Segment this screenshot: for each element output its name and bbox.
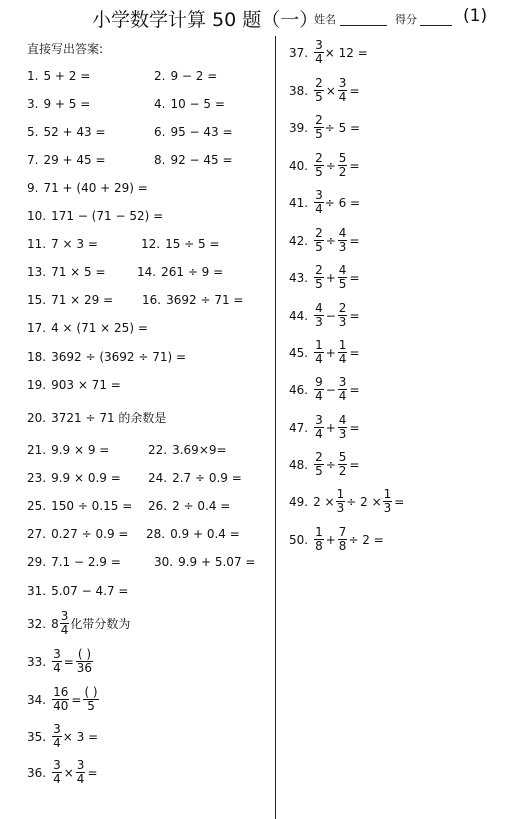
problem-expression: 9.9 + 5.07 = [178, 555, 256, 569]
problem-number: 11. [27, 237, 47, 251]
problem-number: 31. [27, 584, 47, 598]
problem-number: 15. [27, 293, 47, 307]
problem-number: 3. [27, 97, 39, 111]
denominator: 3 [315, 315, 323, 329]
problem-number: 28. [146, 527, 166, 541]
problem-number: 46. [289, 382, 309, 397]
problem-number: 22. [148, 443, 168, 457]
denominator: 3 [338, 315, 347, 329]
fraction [314, 77, 324, 104]
problem-13 [27, 265, 106, 279]
operator: − [325, 308, 336, 323]
numerator: 3 [315, 413, 323, 427]
problem-expression: 3692 ÷ 71 = [166, 293, 244, 307]
problem-number: 18. [27, 350, 47, 364]
operator: + [325, 270, 336, 285]
numerator: 4 [315, 301, 323, 315]
problem-number: 10. [27, 209, 47, 223]
problem-expression: 7.1 − 2.9 = [51, 555, 121, 569]
score-label: 得分 [395, 13, 417, 26]
fraction [314, 414, 324, 441]
problem-number: 1. [27, 69, 39, 83]
problem-number: 45. [289, 345, 309, 360]
fraction [338, 77, 348, 104]
problem-40 [289, 152, 361, 179]
problem-expression: 150 ÷ 0.15 = [51, 499, 133, 513]
problem-30 [154, 555, 255, 569]
problem-expression: 4 × (71 × 25) = [51, 321, 148, 335]
denominator: 4 [60, 623, 69, 637]
problem-expression: 9 − 2 = [170, 69, 218, 83]
numerator: 4 [338, 263, 347, 277]
problem-tail: ÷ 6 = [324, 195, 361, 210]
numerator: 2 [315, 76, 323, 90]
equals-sign: = [349, 233, 360, 248]
problem-expression: 2.7 ÷ 0.9 = [172, 471, 242, 485]
denominator: 4 [53, 661, 61, 675]
denominator: 5 [315, 127, 323, 141]
denominator: 5 [338, 277, 347, 291]
operator: ÷ [325, 457, 336, 472]
problem-12 [141, 237, 220, 251]
numerator: 1 [338, 338, 347, 352]
problem-26 [148, 499, 230, 513]
numerator: 3 [53, 647, 61, 661]
problem-number: 19. [27, 378, 47, 392]
problem-number: 20. [27, 411, 47, 425]
operator: × [63, 765, 74, 780]
problem-expression: 2 ÷ 0.4 = [172, 499, 231, 513]
problem-expression: 903 × 71 = [51, 378, 121, 392]
numerator: ( ) [84, 685, 98, 699]
equals-sign: = [349, 382, 360, 397]
denominator: 4 [315, 202, 323, 216]
problem-number: 48. [289, 457, 309, 472]
problem-expression: 15 ÷ 5 = [165, 237, 220, 251]
problem-expression: 3.69×9= [172, 443, 227, 457]
numerator: 4 [338, 413, 347, 427]
problem-expression: 71 + (40 + 29) = [43, 181, 148, 195]
denominator: 8 [315, 539, 323, 553]
problem-38 [289, 77, 361, 104]
equals-sign: = [349, 420, 360, 435]
equals-sign: = [87, 765, 98, 780]
problem-expression: 71 × 29 = [51, 293, 114, 307]
equals-sign: = [349, 457, 360, 472]
numerator: 3 [53, 758, 61, 772]
problem-number: 38. [289, 83, 309, 98]
problem-number: 33. [27, 654, 47, 669]
problem-number: 27. [27, 527, 47, 541]
problem-tail: 化带分数为 [70, 616, 131, 631]
fraction [314, 451, 324, 478]
problem-expression: 0.27 ÷ 0.9 = [51, 527, 129, 541]
fraction [314, 264, 324, 291]
problem-48 [289, 451, 361, 478]
denominator: 3 [338, 240, 347, 254]
denominator: 2 [338, 165, 347, 179]
problem-46 [289, 376, 361, 403]
problem-36 [27, 759, 99, 786]
fraction [314, 39, 324, 66]
problem-11 [27, 237, 98, 251]
numerator: 4 [338, 226, 347, 240]
numerator: 2 [315, 113, 323, 127]
denominator: 36 [76, 661, 93, 675]
problem-number: 44. [289, 308, 309, 323]
numerator: 9 [315, 375, 323, 389]
numerator: 7 [338, 525, 347, 539]
numerator: 1 [383, 487, 392, 501]
problem-22 [148, 443, 227, 457]
problem-number: 17. [27, 321, 47, 335]
problem-4 [154, 97, 225, 111]
problem-number: 32. [27, 616, 47, 631]
denominator: 5 [87, 699, 95, 713]
operator: + [325, 345, 336, 360]
problem-number: 49. [289, 494, 309, 509]
numerator: 2 [338, 301, 347, 315]
numerator: 3 [315, 188, 323, 202]
problem-6 [154, 125, 233, 139]
problem-32 [27, 610, 130, 637]
fraction [314, 227, 324, 254]
problem-47 [289, 414, 361, 441]
denominator: 2 [338, 464, 347, 478]
problem-number: 43. [289, 270, 309, 285]
problem-expression: 10 − 5 = [170, 97, 225, 111]
denominator: 5 [315, 165, 323, 179]
denominator: 8 [338, 539, 347, 553]
numerator: 2 [315, 151, 323, 165]
numerator: ( ) [76, 648, 93, 662]
problem-37 [289, 39, 368, 66]
problem-expression: 9.9 × 0.9 = [51, 471, 121, 485]
equals-sign: = [71, 692, 82, 707]
fraction [314, 526, 324, 553]
fraction [314, 189, 324, 216]
operator: + [325, 532, 336, 547]
problem-8 [154, 153, 233, 167]
problem-number: 40. [289, 158, 309, 173]
fraction [52, 759, 62, 786]
fraction [52, 686, 69, 713]
operator: ÷ [325, 158, 336, 173]
fraction [336, 488, 346, 515]
expression-part: ÷ 2 × [346, 494, 382, 509]
numerator: 3 [53, 722, 61, 736]
problem-tail: × 3 = [62, 729, 99, 744]
numerator: 1 [315, 338, 323, 352]
problem-1 [27, 69, 90, 83]
denominator: 4 [315, 389, 323, 403]
sheet-number: (1) [463, 6, 488, 26]
problem-49 [289, 488, 405, 515]
problem-9 [27, 181, 148, 195]
numerator: 3 [76, 758, 85, 772]
problem-31 [27, 584, 128, 598]
problem-number: 25. [27, 499, 47, 513]
problem-29 [27, 555, 121, 569]
fraction [383, 488, 393, 515]
problem-42 [289, 227, 361, 254]
problem-expression: 92 − 45 = [170, 153, 233, 167]
problem-43 [289, 264, 361, 291]
problem-34 [27, 686, 100, 713]
numerator: 1 [336, 487, 345, 501]
problem-expression: 9 + 5 = [43, 97, 91, 111]
problem-expression: 7 × 3 = [51, 237, 98, 251]
denominator: 4 [315, 52, 323, 66]
problem-number: 30. [154, 555, 174, 569]
page-title: 小学数学计算 50 题（一） [92, 9, 319, 31]
problem-expression: 52 + 43 = [43, 125, 106, 139]
problem-number: 2. [154, 69, 166, 83]
denominator: 4 [76, 772, 85, 786]
expression-part: 2 × [313, 494, 335, 509]
equals-sign: = [63, 654, 74, 669]
column-divider [275, 36, 276, 819]
problem-expression: 0.9 + 0.4 = [170, 527, 240, 541]
fraction [76, 759, 86, 786]
fraction [60, 610, 70, 637]
fraction [338, 339, 348, 366]
operator: + [325, 420, 336, 435]
denominator: 3 [336, 501, 345, 515]
instructions: 直接写出答案: [27, 42, 104, 56]
problem-number: 4. [154, 97, 166, 111]
fraction [314, 339, 324, 366]
problem-tail: ÷ 5 = [324, 120, 361, 135]
problem-number: 35. [27, 729, 47, 744]
name-blank[interactable] [340, 25, 387, 26]
problem-expression: 5.07 − 4.7 = [51, 584, 129, 598]
fraction [338, 227, 348, 254]
problem-25 [27, 499, 132, 513]
numerator: 3 [315, 38, 323, 52]
problem-number: 7. [27, 153, 39, 167]
problem-41 [289, 189, 360, 216]
problem-number: 29. [27, 555, 47, 569]
problem-number: 13. [27, 265, 47, 279]
problem-number: 36. [27, 765, 47, 780]
problem-expression: 261 ÷ 9 = [161, 265, 224, 279]
numerator: 2 [315, 263, 323, 277]
problem-number: 14. [137, 265, 157, 279]
problem-33 [27, 648, 94, 675]
denominator: 4 [338, 90, 347, 104]
problem-number: 41. [289, 195, 309, 210]
equals-sign: = [349, 83, 360, 98]
equals-sign: = [349, 270, 360, 285]
problem-18 [27, 350, 186, 364]
denominator: 4 [338, 352, 347, 366]
operator: − [325, 382, 336, 397]
fraction [338, 264, 348, 291]
problem-number: 50. [289, 532, 309, 547]
problem-number: 39. [289, 120, 309, 135]
fraction [338, 152, 348, 179]
whole-number: 8 [51, 616, 59, 631]
numerator: 5 [338, 151, 347, 165]
problem-19 [27, 378, 121, 392]
problem-16 [142, 293, 243, 307]
problem-number: 34. [27, 692, 47, 707]
denominator: 4 [315, 352, 323, 366]
fraction [52, 723, 62, 750]
problem-15 [27, 293, 113, 307]
fraction [338, 302, 348, 329]
denominator: 4 [53, 772, 61, 786]
numerator: 16 [53, 685, 69, 699]
name-label: 姓名 [314, 13, 336, 26]
problem-expression: 9.9 × 9 = [51, 443, 110, 457]
denominator: 3 [383, 501, 392, 515]
denominator: 40 [53, 699, 69, 713]
numerator: 2 [315, 450, 323, 464]
problem-number: 5. [27, 125, 39, 139]
problem-number: 12. [141, 237, 161, 251]
numerator: 3 [60, 609, 69, 623]
problem-number: 47. [289, 420, 309, 435]
denominator: 5 [315, 90, 323, 104]
fraction [338, 526, 348, 553]
score-blank[interactable] [420, 25, 452, 26]
denominator: 5 [315, 240, 323, 254]
problem-21 [27, 443, 109, 457]
problem-7 [27, 153, 106, 167]
fraction [314, 302, 324, 329]
problem-expression: 71 × 5 = [51, 265, 106, 279]
problem-expression: 95 − 43 = [170, 125, 233, 139]
problem-number: 26. [148, 499, 168, 513]
problem-44 [289, 302, 361, 329]
operator: ÷ [325, 233, 336, 248]
problem-39 [289, 114, 360, 141]
equals-sign: = [349, 158, 360, 173]
problem-27 [27, 527, 128, 541]
fraction [338, 376, 348, 403]
denominator: 5 [315, 277, 323, 291]
problem-2 [154, 69, 217, 83]
denominator: 5 [315, 464, 323, 478]
problem-number: 16. [142, 293, 162, 307]
problem-expression: 3692 ÷ (3692 ÷ 71) = [51, 350, 187, 364]
fraction [314, 376, 324, 403]
fraction [314, 114, 324, 141]
problem-number: 8. [154, 153, 166, 167]
problem-45 [289, 339, 361, 366]
problem-tail: ÷ 2 = [348, 532, 384, 547]
equals-sign: = [394, 494, 405, 509]
fraction [52, 648, 62, 675]
problem-tail: × 12 = [324, 45, 368, 60]
denominator: 4 [315, 427, 323, 441]
numerator: 5 [338, 450, 347, 464]
fraction [338, 414, 348, 441]
numerator: 3 [338, 76, 347, 90]
numerator: 3 [338, 375, 347, 389]
problem-17 [27, 321, 148, 335]
equals-sign: = [349, 345, 360, 360]
problem-number: 42. [289, 233, 309, 248]
operator: × [325, 83, 336, 98]
problem-number: 6. [154, 125, 166, 139]
problem-number: 24. [148, 471, 168, 485]
denominator: 3 [338, 427, 347, 441]
problem-35 [27, 723, 98, 750]
problem-expression: 3721 ÷ 71 的余数是 [51, 411, 167, 425]
numerator: 1 [315, 525, 323, 539]
problem-expression: 29 + 45 = [43, 153, 106, 167]
problem-14 [137, 265, 223, 279]
problem-3 [27, 97, 90, 111]
problem-expression: 5 + 2 = [43, 69, 91, 83]
problem-5 [27, 125, 106, 139]
numerator: 2 [315, 226, 323, 240]
problem-28 [146, 527, 240, 541]
fraction-blank [76, 648, 93, 675]
denominator: 4 [338, 389, 347, 403]
problem-10 [27, 209, 163, 223]
problem-number: 9. [27, 181, 39, 195]
fraction [338, 451, 348, 478]
problem-24 [148, 471, 242, 485]
problem-20 [27, 411, 166, 425]
problem-50 [289, 526, 384, 553]
problem-number: 21. [27, 443, 47, 457]
denominator: 4 [53, 736, 61, 750]
problem-number: 23. [27, 471, 47, 485]
problem-number: 37. [289, 45, 309, 60]
worksheet-header [0, 5, 519, 29]
problem-23 [27, 471, 121, 485]
fraction [314, 152, 324, 179]
equals-sign: = [349, 308, 360, 323]
fraction-blank [83, 686, 98, 713]
problem-expression: 171 − (71 − 52) = [51, 209, 164, 223]
